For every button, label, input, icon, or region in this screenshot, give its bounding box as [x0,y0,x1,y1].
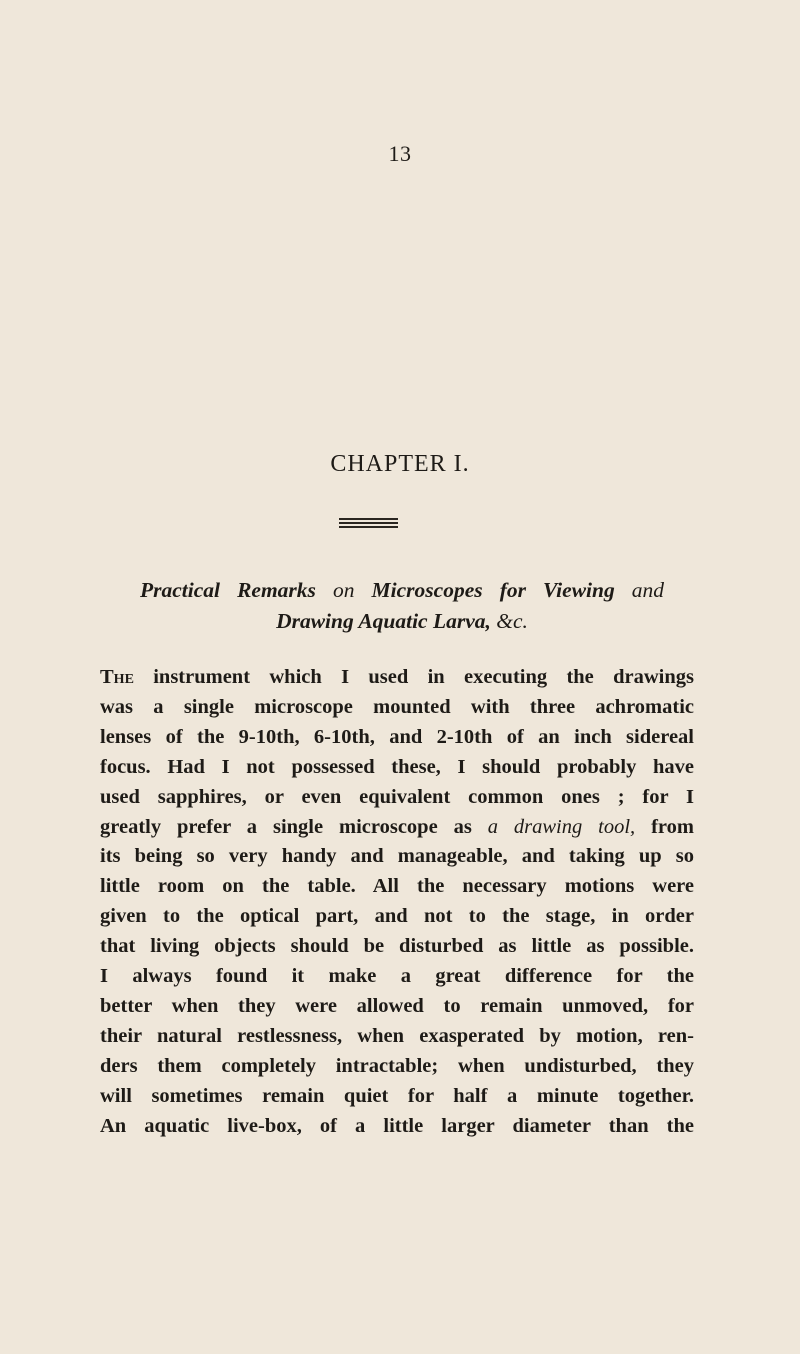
subtitle-word: Aquatic [358,609,428,633]
subtitle-word: Drawing [276,609,354,633]
text-line: will sometimes remain quiet for half a minute together. [100,1084,694,1107]
page-number: 13 [388,141,412,166]
text-segment: from [635,815,694,838]
text-line [100,813,694,843]
text-line: was a single microscope mounted with three achromatic [100,695,694,718]
subtitle-word: Larva, [432,609,491,633]
subtitle-word: for [499,578,526,602]
italic-phrase: a drawing tool, [487,815,636,838]
text-segment: greatly prefer a single microscope as [100,815,488,838]
chapter-subtitle [140,575,664,637]
chapter-heading: CHAPTER I. [330,451,470,477]
text-line: focus. Had I not possessed these, I should probably have [100,755,694,778]
text-line: little room on the table. All the necessary motions were [100,875,694,898]
text-line: An aquatic live-box, of a little larger diameter than the [100,1114,694,1137]
text-line: I always found it make a great difference for the [100,965,694,988]
subtitle-line [140,575,664,606]
subtitle-word: &c. [496,609,528,633]
text-line: given to the optical part, and not to the stage, in order [100,905,694,928]
subtitle-word: Practical [140,578,221,602]
subtitle-word: Microscopes [371,578,483,602]
subtitle-line [140,606,664,637]
text-line: ders them completely intractable; when undisturbed, they [100,1054,694,1077]
subtitle-word: Viewing [543,578,615,602]
subtitle-word: and [631,578,665,602]
subtitle-word: Remarks [237,578,316,602]
text-line: its being so very handy and manageable, and taking up so [100,845,694,868]
text-line: their natural restlessness, when exasperated by motion, ren- [100,1024,694,1047]
rule-line [339,518,398,520]
rule-line [339,522,398,524]
text-line: used sapphires, or even equivalent common ones ; for I [100,785,694,808]
text-line [100,663,694,693]
text-line: better when they were allowed to remain unmoved, for [100,994,694,1017]
body-paragraph [100,663,694,1142]
text-line: that living objects should be disturbed as little as possible. [100,935,694,958]
subtitle-word: on [332,578,355,602]
drop-word: The [100,666,134,688]
text-segment: instrument which I used in executing the drawings [133,666,694,688]
double-rule-divider [339,518,398,530]
text-line: lenses of the 9-10th, 6-10th, and 2-10th of an inch sidereal [100,725,694,748]
rule-line [339,526,398,528]
